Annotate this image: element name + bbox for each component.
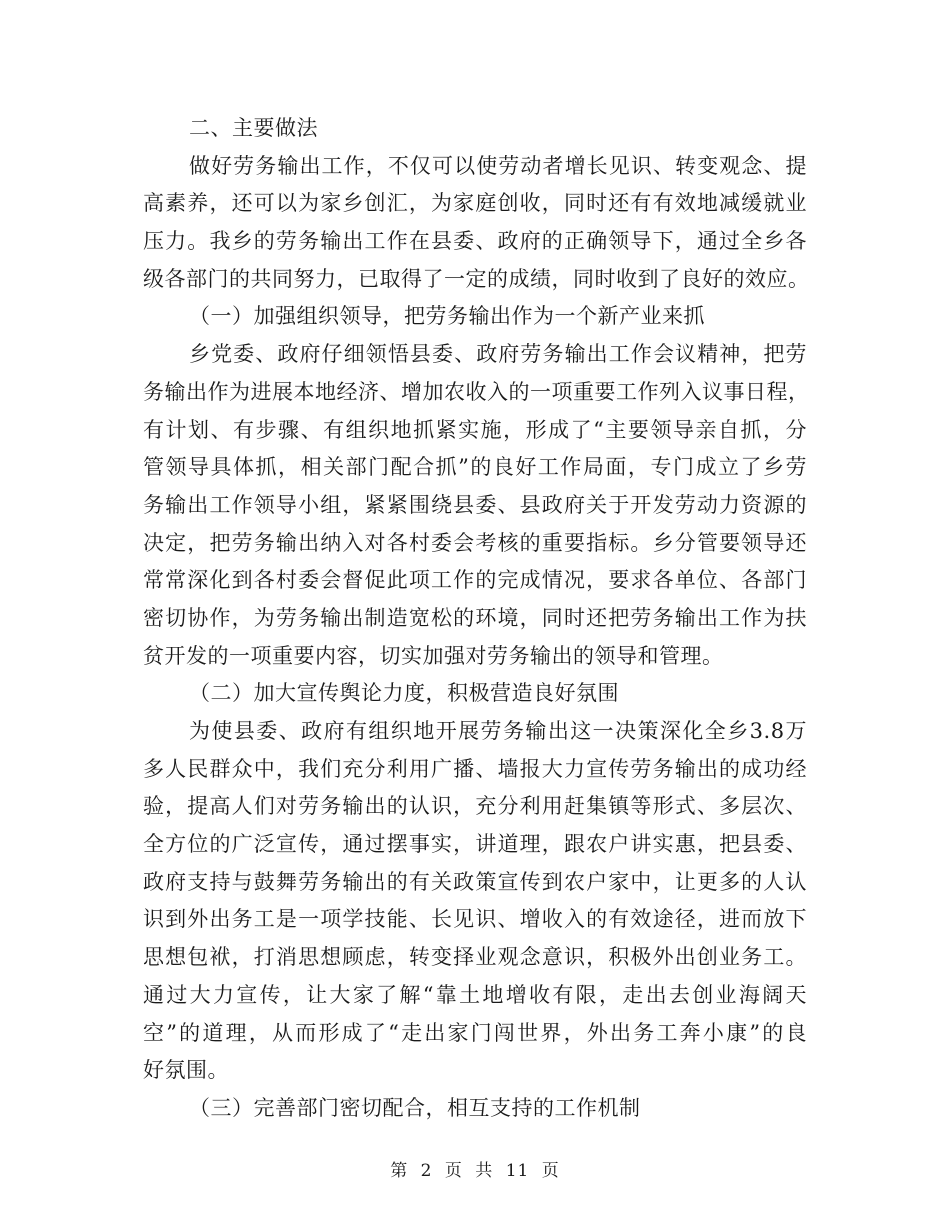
total-pages-number: 11 <box>505 1161 530 1181</box>
paragraph-line: 密切协作，为劳务输出制造宽松的环境，同时还把劳务输出工作为扶 <box>143 605 807 630</box>
paragraph-line: 贫开发的一项重要内容，切实加强对劳务输出的领导和管理。 <box>143 643 724 668</box>
paragraph-line: 全方位的广泛宣传，通过摆事实，讲道理，跟农户讲实惠，把县委、 <box>143 832 807 857</box>
paragraph-line: 验，提高人们对劳务输出的认识，充分利用赶集镇等形式、多层次、 <box>143 794 807 819</box>
footer-label-ye: 页 <box>444 1161 463 1181</box>
paragraph-line: 多人民群众中，我们充分利用广播、墙报大力宣传劳务输出的成功经 <box>143 756 807 781</box>
paragraph-line: 务输出工作领导小组，紧紧围绕县委、县政府关于开发劳动力资源的 <box>143 492 807 517</box>
paragraph-line: 思想包袱，打消思想顾虑，转变择业观念意识，积极外出创业务工。 <box>143 945 807 970</box>
paragraph-line: 级各部门的共同努力，已取得了一定的成绩，同时收到了良好的效应。 <box>143 266 810 291</box>
paragraph-line: 务输出作为进展本地经济、增加农收入的一项重要工作列入议事日程， <box>143 379 810 404</box>
subsection-heading: （三）完善部门密切配合，相互支持的工作机制 <box>189 1095 641 1120</box>
paragraph-line: 决定，把劳务输出纳入对各村委会考核的重要指标。乡分管要领导还 <box>143 530 807 555</box>
paragraph-line: 为使县委、政府有组织地开展劳务输出这一决策深化全乡3.8万 <box>189 719 807 743</box>
paragraph-line: 空”的道理，从而形成了“走出家门闯世界，外出务工奔小康”的良 <box>143 1020 807 1045</box>
page-footer <box>0 1156 950 1181</box>
paragraph-line: 有计划、有步骤、有组织地抓紧实施，形成了“主要领导亲自抓，分 <box>143 417 807 442</box>
subsection-heading: （一）加强组织领导，把劳务输出作为一个新产业来抓 <box>189 304 705 329</box>
paragraph-line: 常常深化到各村委会督促此项工作的完成情况，要求各单位、各部门 <box>143 568 807 593</box>
current-page-number: 2 <box>420 1161 433 1181</box>
paragraph-line: 做好劳务输出工作，不仅可以使劳动者增长见识、转变观念、提 <box>189 153 807 178</box>
paragraph-line: 高素养，还可以为家乡创汇，为家庭创收，同时还有有效地减缓就业 <box>143 191 807 216</box>
footer-label-ye-2: 页 <box>541 1161 560 1181</box>
footer-label-gong: 共 <box>475 1161 494 1181</box>
paragraph-line: 乡党委、政府仔细领悟县委、政府劳务输出工作会议精神，把劳 <box>189 342 807 367</box>
subsection-heading: （二）加大宣传舆论力度，积极营造良好氛围 <box>189 681 619 706</box>
paragraph-line: 通过大力宣传，让大家了解“靠土地增收有限，走出去创业海阔天 <box>143 982 807 1007</box>
document-body <box>143 110 810 1128</box>
footer-label-di: 第 <box>390 1161 409 1181</box>
section-heading: 二、主要做法 <box>189 116 318 140</box>
paragraph-line: 好氛围。 <box>143 1058 229 1083</box>
paragraph-line: 压力。我乡的劳务输出工作在县委、政府的正确领导下，通过全乡各 <box>143 229 807 254</box>
paragraph-line: 政府支持与鼓舞劳务输出的有关政策宣传到农户家中，让更多的人认 <box>143 869 807 894</box>
paragraph-line: 识到外出务工是一项学技能、长见识、增收入的有效途径，进而放下 <box>143 907 807 932</box>
paragraph-line: 管领导具体抓，相关部门配合抓”的良好工作局面，专门成立了乡劳 <box>143 455 807 480</box>
